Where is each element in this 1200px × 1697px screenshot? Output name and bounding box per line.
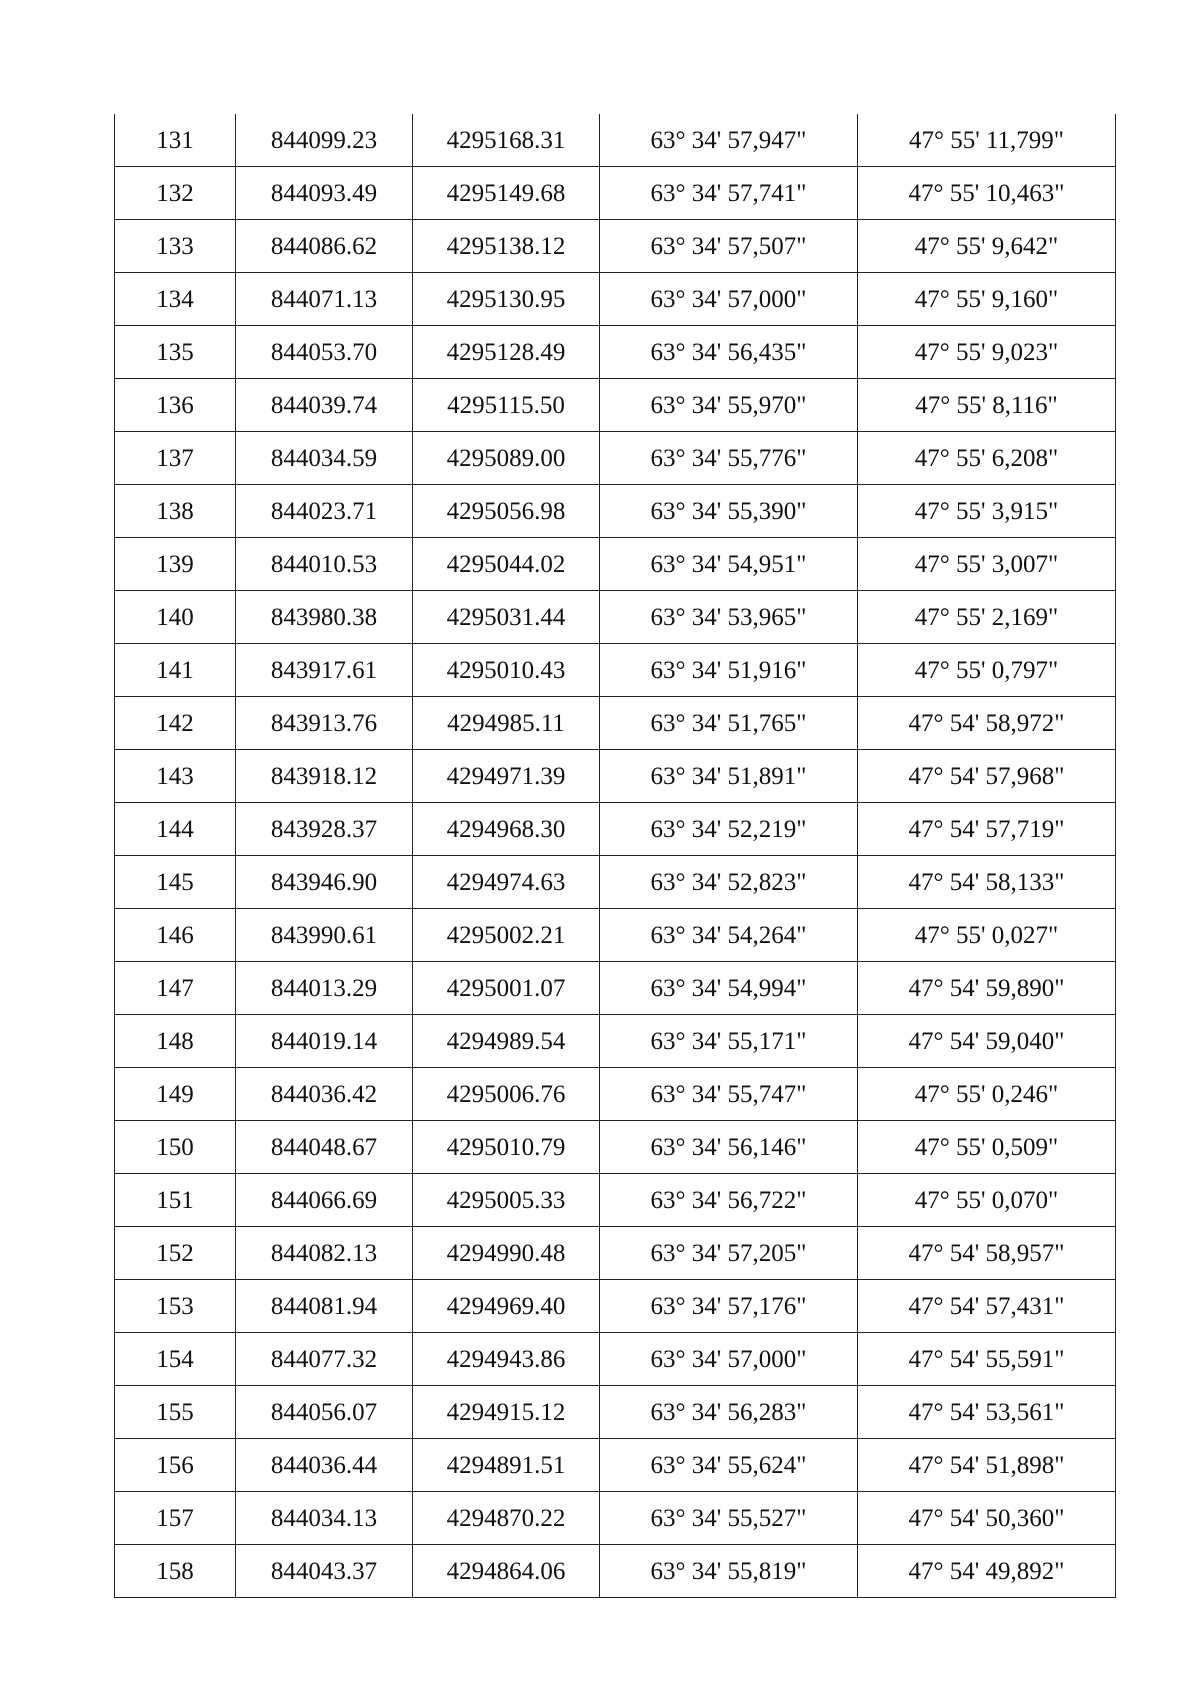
x-coordinate-cell: 844053.70 <box>236 326 413 379</box>
latitude-cell: 47° 55' 11,799" <box>858 114 1116 167</box>
x-coordinate-cell: 843980.38 <box>236 591 413 644</box>
table-row <box>115 167 1116 220</box>
x-coordinate-cell: 844036.42 <box>236 1068 413 1121</box>
latitude-cell: 47° 55' 0,797" <box>858 644 1116 697</box>
y-coordinate-cell: 4295010.79 <box>413 1121 600 1174</box>
x-coordinate-cell: 843928.37 <box>236 803 413 856</box>
latitude-cell: 47° 55' 3,007" <box>858 538 1116 591</box>
x-coordinate-cell: 843918.12 <box>236 750 413 803</box>
longitude-cell: 63° 34' 55,171" <box>600 1015 858 1068</box>
latitude-cell: 47° 54' 51,898" <box>858 1439 1116 1492</box>
y-coordinate-cell: 4294969.40 <box>413 1280 600 1333</box>
y-coordinate-cell: 4295006.76 <box>413 1068 600 1121</box>
point-number-cell: 155 <box>115 1386 236 1439</box>
y-coordinate-cell: 4294974.63 <box>413 856 600 909</box>
y-coordinate-cell: 4294915.12 <box>413 1386 600 1439</box>
latitude-cell: 47° 55' 0,027" <box>858 909 1116 962</box>
y-coordinate-cell: 4295115.50 <box>413 379 600 432</box>
longitude-cell: 63° 34' 57,741" <box>600 167 858 220</box>
point-number-cell: 147 <box>115 962 236 1015</box>
latitude-cell: 47° 55' 0,070" <box>858 1174 1116 1227</box>
x-coordinate-cell: 844077.32 <box>236 1333 413 1386</box>
point-number-cell: 142 <box>115 697 236 750</box>
latitude-cell: 47° 54' 49,892" <box>858 1545 1116 1598</box>
y-coordinate-cell: 4294968.30 <box>413 803 600 856</box>
x-coordinate-cell: 844023.71 <box>236 485 413 538</box>
x-coordinate-cell: 843913.76 <box>236 697 413 750</box>
latitude-cell: 47° 55' 0,509" <box>858 1121 1116 1174</box>
point-number-cell: 154 <box>115 1333 236 1386</box>
point-number-cell: 148 <box>115 1015 236 1068</box>
x-coordinate-cell: 844056.07 <box>236 1386 413 1439</box>
longitude-cell: 63° 34' 51,765" <box>600 697 858 750</box>
longitude-cell: 63° 34' 55,747" <box>600 1068 858 1121</box>
y-coordinate-cell: 4294985.11 <box>413 697 600 750</box>
x-coordinate-cell: 844043.37 <box>236 1545 413 1598</box>
table-row <box>115 432 1116 485</box>
longitude-cell: 63° 34' 51,916" <box>600 644 858 697</box>
table-row <box>115 856 1116 909</box>
point-number-cell: 143 <box>115 750 236 803</box>
table-row <box>115 697 1116 750</box>
x-coordinate-cell: 844086.62 <box>236 220 413 273</box>
y-coordinate-cell: 4295089.00 <box>413 432 600 485</box>
latitude-cell: 47° 54' 57,968" <box>858 750 1116 803</box>
point-number-cell: 141 <box>115 644 236 697</box>
latitude-cell: 47° 54' 57,431" <box>858 1280 1116 1333</box>
table-row <box>115 1386 1116 1439</box>
y-coordinate-cell: 4295130.95 <box>413 273 600 326</box>
x-coordinate-cell: 844093.49 <box>236 167 413 220</box>
x-coordinate-cell: 844034.59 <box>236 432 413 485</box>
x-coordinate-cell: 844081.94 <box>236 1280 413 1333</box>
y-coordinate-cell: 4294990.48 <box>413 1227 600 1280</box>
y-coordinate-cell: 4294943.86 <box>413 1333 600 1386</box>
point-number-cell: 131 <box>115 114 236 167</box>
table-row <box>115 273 1116 326</box>
table-row <box>115 114 1116 167</box>
table-row <box>115 1545 1116 1598</box>
table-row <box>115 1121 1116 1174</box>
latitude-cell: 47° 54' 59,890" <box>858 962 1116 1015</box>
longitude-cell: 63° 34' 52,823" <box>600 856 858 909</box>
point-number-cell: 138 <box>115 485 236 538</box>
latitude-cell: 47° 55' 8,116" <box>858 379 1116 432</box>
latitude-cell: 47° 55' 0,246" <box>858 1068 1116 1121</box>
latitude-cell: 47° 55' 9,642" <box>858 220 1116 273</box>
y-coordinate-cell: 4295001.07 <box>413 962 600 1015</box>
point-number-cell: 156 <box>115 1439 236 1492</box>
y-coordinate-cell: 4295005.33 <box>413 1174 600 1227</box>
y-coordinate-cell: 4295010.43 <box>413 644 600 697</box>
point-number-cell: 137 <box>115 432 236 485</box>
y-coordinate-cell: 4295168.31 <box>413 114 600 167</box>
coordinates-table <box>114 114 1116 1598</box>
y-coordinate-cell: 4295044.02 <box>413 538 600 591</box>
x-coordinate-cell: 843990.61 <box>236 909 413 962</box>
longitude-cell: 63° 34' 54,994" <box>600 962 858 1015</box>
x-coordinate-cell: 843946.90 <box>236 856 413 909</box>
longitude-cell: 63° 34' 54,951" <box>600 538 858 591</box>
table-row <box>115 1227 1116 1280</box>
longitude-cell: 63° 34' 56,722" <box>600 1174 858 1227</box>
longitude-cell: 63° 34' 52,219" <box>600 803 858 856</box>
x-coordinate-cell: 844071.13 <box>236 273 413 326</box>
longitude-cell: 63° 34' 55,776" <box>600 432 858 485</box>
x-coordinate-cell: 844039.74 <box>236 379 413 432</box>
x-coordinate-cell: 844036.44 <box>236 1439 413 1492</box>
point-number-cell: 157 <box>115 1492 236 1545</box>
x-coordinate-cell: 844066.69 <box>236 1174 413 1227</box>
point-number-cell: 145 <box>115 856 236 909</box>
latitude-cell: 47° 55' 2,169" <box>858 591 1116 644</box>
y-coordinate-cell: 4295138.12 <box>413 220 600 273</box>
longitude-cell: 63° 34' 57,000" <box>600 273 858 326</box>
table-row <box>115 1333 1116 1386</box>
longitude-cell: 63° 34' 57,176" <box>600 1280 858 1333</box>
longitude-cell: 63° 34' 55,970" <box>600 379 858 432</box>
table-row <box>115 1174 1116 1227</box>
latitude-cell: 47° 54' 59,040" <box>858 1015 1116 1068</box>
longitude-cell: 63° 34' 55,624" <box>600 1439 858 1492</box>
latitude-cell: 47° 55' 6,208" <box>858 432 1116 485</box>
longitude-cell: 63° 34' 54,264" <box>600 909 858 962</box>
x-coordinate-cell: 844019.14 <box>236 1015 413 1068</box>
point-number-cell: 158 <box>115 1545 236 1598</box>
table-row <box>115 379 1116 432</box>
point-number-cell: 146 <box>115 909 236 962</box>
point-number-cell: 140 <box>115 591 236 644</box>
longitude-cell: 63° 34' 56,435" <box>600 326 858 379</box>
longitude-cell: 63° 34' 53,965" <box>600 591 858 644</box>
x-coordinate-cell: 844010.53 <box>236 538 413 591</box>
latitude-cell: 47° 54' 58,957" <box>858 1227 1116 1280</box>
table-row <box>115 909 1116 962</box>
latitude-cell: 47° 54' 58,972" <box>858 697 1116 750</box>
point-number-cell: 133 <box>115 220 236 273</box>
table-row <box>115 1280 1116 1333</box>
latitude-cell: 47° 54' 53,561" <box>858 1386 1116 1439</box>
table-row <box>115 591 1116 644</box>
latitude-cell: 47° 55' 3,915" <box>858 485 1116 538</box>
y-coordinate-cell: 4294891.51 <box>413 1439 600 1492</box>
table-row <box>115 326 1116 379</box>
x-coordinate-cell: 844013.29 <box>236 962 413 1015</box>
longitude-cell: 63° 34' 55,390" <box>600 485 858 538</box>
x-coordinate-cell: 844034.13 <box>236 1492 413 1545</box>
longitude-cell: 63° 34' 56,283" <box>600 1386 858 1439</box>
point-number-cell: 150 <box>115 1121 236 1174</box>
x-coordinate-cell: 843917.61 <box>236 644 413 697</box>
y-coordinate-cell: 4294870.22 <box>413 1492 600 1545</box>
point-number-cell: 152 <box>115 1227 236 1280</box>
y-coordinate-cell: 4295149.68 <box>413 167 600 220</box>
table-row <box>115 1068 1116 1121</box>
longitude-cell: 63° 34' 57,205" <box>600 1227 858 1280</box>
coordinates-table-body <box>115 114 1116 1598</box>
table-row <box>115 1015 1116 1068</box>
point-number-cell: 151 <box>115 1174 236 1227</box>
point-number-cell: 135 <box>115 326 236 379</box>
x-coordinate-cell: 844099.23 <box>236 114 413 167</box>
y-coordinate-cell: 4295056.98 <box>413 485 600 538</box>
table-row <box>115 538 1116 591</box>
y-coordinate-cell: 4295002.21 <box>413 909 600 962</box>
y-coordinate-cell: 4294989.54 <box>413 1015 600 1068</box>
point-number-cell: 132 <box>115 167 236 220</box>
longitude-cell: 63° 34' 55,819" <box>600 1545 858 1598</box>
longitude-cell: 63° 34' 55,527" <box>600 1492 858 1545</box>
table-row <box>115 220 1116 273</box>
point-number-cell: 153 <box>115 1280 236 1333</box>
longitude-cell: 63° 34' 57,947" <box>600 114 858 167</box>
x-coordinate-cell: 844048.67 <box>236 1121 413 1174</box>
latitude-cell: 47° 54' 50,360" <box>858 1492 1116 1545</box>
y-coordinate-cell: 4295128.49 <box>413 326 600 379</box>
table-row <box>115 1492 1116 1545</box>
x-coordinate-cell: 844082.13 <box>236 1227 413 1280</box>
y-coordinate-cell: 4294864.06 <box>413 1545 600 1598</box>
longitude-cell: 63° 34' 57,000" <box>600 1333 858 1386</box>
point-number-cell: 134 <box>115 273 236 326</box>
latitude-cell: 47° 55' 10,463" <box>858 167 1116 220</box>
table-row <box>115 750 1116 803</box>
latitude-cell: 47° 54' 57,719" <box>858 803 1116 856</box>
longitude-cell: 63° 34' 57,507" <box>600 220 858 273</box>
y-coordinate-cell: 4294971.39 <box>413 750 600 803</box>
table-row <box>115 803 1116 856</box>
point-number-cell: 136 <box>115 379 236 432</box>
latitude-cell: 47° 54' 58,133" <box>858 856 1116 909</box>
latitude-cell: 47° 54' 55,591" <box>858 1333 1116 1386</box>
latitude-cell: 47° 55' 9,160" <box>858 273 1116 326</box>
longitude-cell: 63° 34' 51,891" <box>600 750 858 803</box>
point-number-cell: 139 <box>115 538 236 591</box>
table-row <box>115 485 1116 538</box>
point-number-cell: 149 <box>115 1068 236 1121</box>
y-coordinate-cell: 4295031.44 <box>413 591 600 644</box>
table-row <box>115 644 1116 697</box>
table-row <box>115 1439 1116 1492</box>
latitude-cell: 47° 55' 9,023" <box>858 326 1116 379</box>
longitude-cell: 63° 34' 56,146" <box>600 1121 858 1174</box>
table-row <box>115 962 1116 1015</box>
point-number-cell: 144 <box>115 803 236 856</box>
